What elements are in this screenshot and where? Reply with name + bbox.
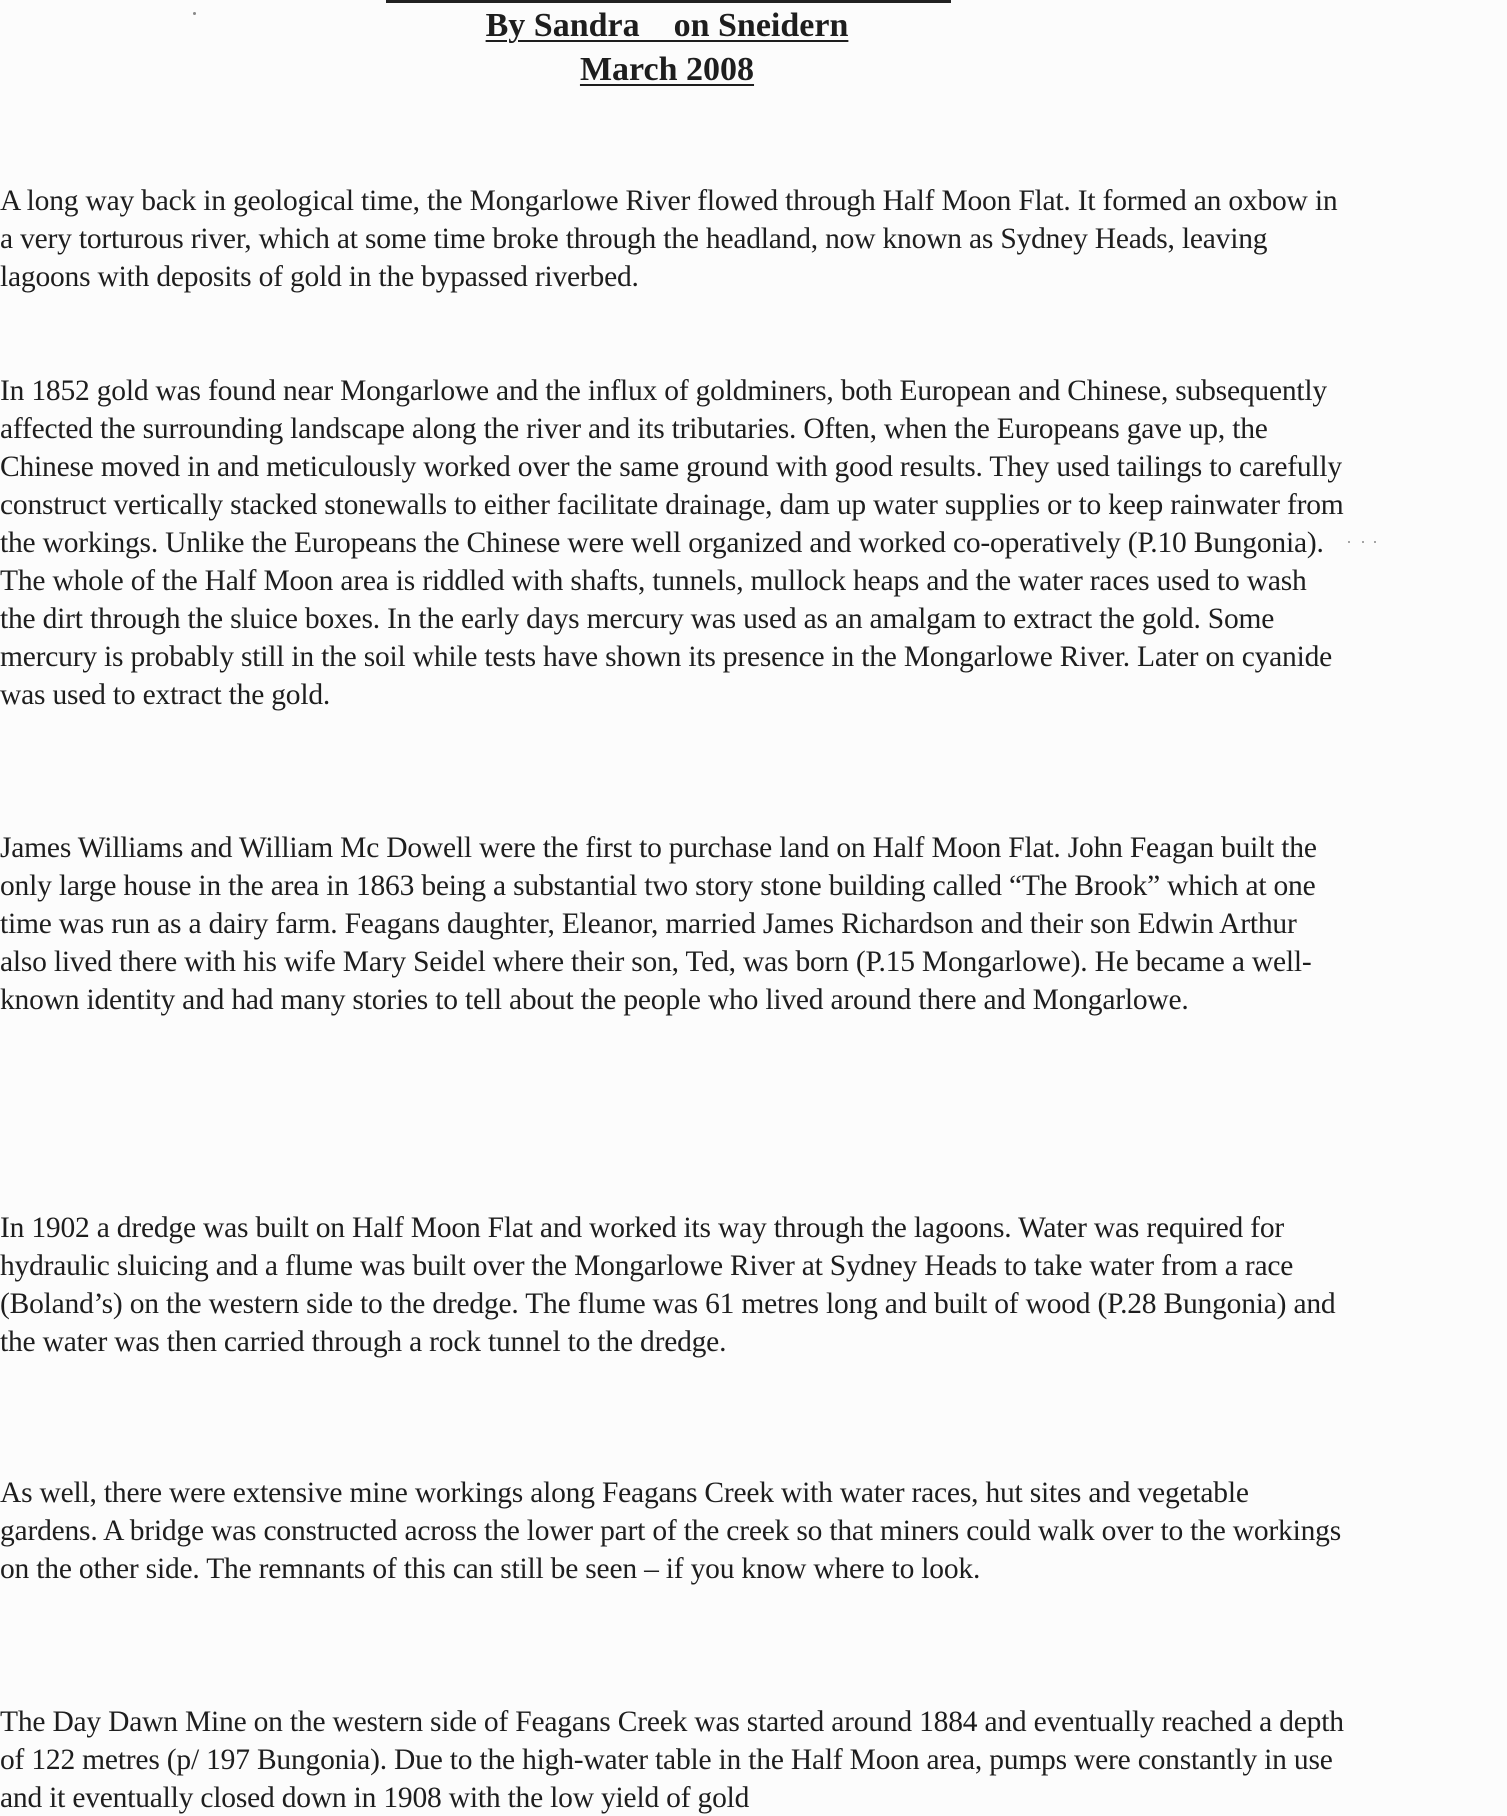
title-rule [386,0,951,3]
paragraph-settlers: James Williams and William Mc Dowell were the first to purchase land on Half Moon Flat. John Feagan built the only large house in the area in 1863 being a substantial two story stone building called “The Brook” which at one time was run as a dairy farm. Feagans daughter, Eleanor, married James Richardson and their son Edwin Arthur also lived there with his wife Mary Seidel where their son, Ted, was born (P.15 Mongarlowe). He became a well-known identity and had many stories to tell about the people who lived around there and Mongarlowe. [0,832,1317,1016]
paragraph-gold-rush: In 1852 gold was found near Mongarlowe and the influx of goldminers, both European and Chinese, subsequently affected the surrounding landscape along the river and its tributaries. Often, when the Europeans gave up, the Chinese moved in and meticulously worked over the same ground with good results. They used tailings to carefully construct vertically stacked stonewalls to either facilitate drainage, dam up water supplies or to keep rainwater from the workings. Unlike the Europeans the Chinese were well organized and worked co-operatively (P.10 Bungonia). The whole of the Half Moon area is riddled with shafts, tunnels, mullock heaps and the water races used to wash the dirt through the sluice boxes. In the early days mercury was used as an amalgam to extract the gold. Some mercury is probably still in the soil while tests have shown its presence in the Mongarlowe River. Later on cyanide was used to extract the gold. [0,375,1344,711]
author-byline: By Sandra on Sneidern [485,7,849,44]
scan-speck [1348,541,1350,543]
paragraph-dredge: In 1902 a dredge was built on Half Moon Flat and worked its way through the lagoons. Water was required for hydraulic sluicing and a flume was built over the Mongarlowe River at Sydney Heads to take water from a race (Boland’s) on the western side to the dredge. The flume was 61 metres long and built of wood (P.28 Bungonia) and the water was then carried through a rock tunnel to the dredge. [0,1212,1336,1358]
paragraph-geology: A long way back in geological time, the Mongarlowe River flowed through Half Moon Flat. It formed an oxbow in a very torturous river, which at some time broke through the headland, now known as Sydney Heads, leaving lagoons with deposits of gold in the bypassed riverbed. [0,185,1338,293]
scan-speck [1362,541,1364,543]
publication-date: March 2008 [579,51,755,88]
scan-speck [193,12,196,15]
scan-speck [1374,541,1376,543]
paragraph-feagans-creek: As well, there were extensive mine workings along Feagans Creek with water races, hut sites and vegetable gardens. A bridge was constructed across the lower part of the creek so that miners could walk over to the workings on the other side. The remnants of this can still be seen – if you know where to look. [0,1477,1341,1585]
paragraph-day-dawn-mine: The Day Dawn Mine on the western side of Feagans Creek was started around 1884 and eventually reached a depth of 122 metres (p/ 197 Bungonia). Due to the high-water table in the Half Moon area, pumps were constantly in use and it eventually closed down in 1908 with the low yield of gold [0,1706,1344,1814]
